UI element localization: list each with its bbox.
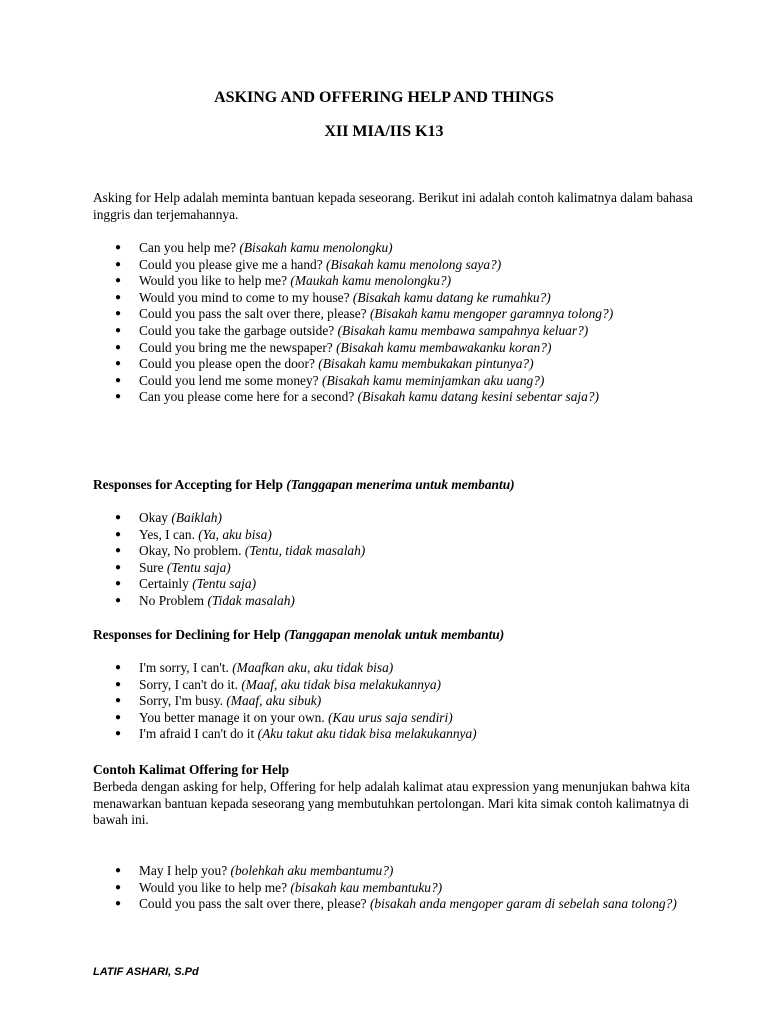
list-item <box>93 273 693 290</box>
bullet-icon: ● <box>115 358 122 370</box>
item-english: Could you take the garbage outside? <box>139 322 338 338</box>
item-english: I'm afraid I can't do it <box>139 726 258 742</box>
bullet-icon: ● <box>115 695 122 707</box>
bullet-icon: ● <box>115 528 122 540</box>
item-translation: (bolehkah aku membantumu?) <box>230 863 394 878</box>
bullet-icon: ● <box>115 561 122 573</box>
item-translation: (Bisakah kamu mengoper garamnya tolong?) <box>369 306 614 322</box>
bullet-icon: ● <box>115 258 122 270</box>
item-english: You better manage it on your own. <box>139 709 329 725</box>
item-translation: (Bisakah kamu datang ke rumahku?) <box>352 289 551 305</box>
list-item <box>93 389 693 406</box>
list-item <box>93 527 693 544</box>
list-item <box>93 373 693 390</box>
item-translation: (Tentu, tidak masalah) <box>244 543 366 559</box>
item-translation: (Bisakah kamu menolong saya?) <box>326 256 502 272</box>
bullet-icon: ● <box>115 578 122 590</box>
list-item <box>93 257 693 274</box>
bullet-icon: ● <box>115 308 122 320</box>
list-item <box>93 896 693 913</box>
item-translation: (Aku takut aku tidak bisa melakukannya) <box>257 726 477 742</box>
bullet-icon: ● <box>115 324 122 336</box>
item-translation: (Bisakah kamu datang kesini sebentar saja?) <box>357 389 599 405</box>
item-translation: (Kau urus saja sendiri) <box>328 709 453 725</box>
list-item <box>93 576 693 593</box>
item-translation: (Bisakah kamu membukakan pintunya?) <box>318 356 534 372</box>
list-item <box>93 560 693 577</box>
item-english: Sorry, I'm busy. <box>139 693 227 709</box>
bullet-icon: ● <box>115 594 122 606</box>
bullet-icon: ● <box>115 341 122 353</box>
asking-list <box>93 240 693 406</box>
intro-paragraph: Asking for Help adalah meminta bantuan kepada seseorang. Berikut ini adalah contoh kalimatnya dalam bahasa inggris dan terjemahannya. <box>93 190 693 222</box>
item-translation: (Bisakah kamu membawa sampahnya keluar?) <box>337 322 589 338</box>
item-translation: (Bisakah kamu membawakanku koran?) <box>336 339 552 355</box>
list-item <box>93 693 693 710</box>
list-item <box>93 726 693 743</box>
bullet-icon: ● <box>115 291 122 303</box>
item-translation: (bisakah anda mengoper garam di sebelah sana tolong?) <box>369 896 677 912</box>
item-english: Certainly <box>139 576 193 592</box>
list-item <box>93 593 693 610</box>
item-translation: (Bisakah kamu meminjamkan aku uang?) <box>321 372 545 388</box>
bullet-icon: ● <box>115 391 122 403</box>
item-english: May I help you? <box>139 863 231 878</box>
list-item <box>93 863 693 880</box>
item-english: Okay <box>139 510 172 525</box>
bullet-icon: ● <box>115 545 122 557</box>
item-translation: (Tentu saja) <box>166 559 231 575</box>
item-translation: (Maaf, aku tidak bisa melakukannya) <box>241 676 442 692</box>
item-translation: (bisakah kau membantuku?) <box>290 879 443 895</box>
list-item <box>93 323 693 340</box>
bullet-icon: ● <box>115 678 122 690</box>
footer-author: LATIF ASHARI, S.Pd <box>93 966 199 978</box>
item-english: Could you pass the salt over there, please? <box>139 896 370 912</box>
list-item <box>93 306 693 323</box>
accepting-list <box>93 510 693 610</box>
item-english: Would you mind to come to my house? <box>139 289 353 305</box>
bullet-icon: ● <box>115 711 122 723</box>
item-english: Could you pass the salt over there, please? <box>139 306 370 322</box>
declining-list <box>93 660 693 743</box>
document-subtitle: XII MIA/IIS K13 <box>324 123 444 140</box>
item-translation: (Maaf, aku sibuk) <box>226 693 322 709</box>
item-english: Can you please come here for a second? <box>139 389 358 405</box>
bullet-icon: ● <box>115 898 122 910</box>
bullet-icon: ● <box>115 512 122 523</box>
accepting-heading: Responses for Accepting for Help (Tanggapan menerima untuk membantu) <box>93 477 515 492</box>
item-english: I'm sorry, I can't. <box>139 660 233 675</box>
bullet-icon: ● <box>115 242 122 253</box>
item-english: Could you please give me a hand? <box>139 256 327 272</box>
document-title: ASKING AND OFFERING HELP AND THINGS <box>214 89 554 106</box>
item-translation: (Baiklah) <box>171 510 222 525</box>
bullet-icon: ● <box>115 728 122 740</box>
bullet-icon: ● <box>115 275 122 287</box>
item-english: Could you please open the door? <box>139 356 319 372</box>
item-translation: (Tidak masalah) <box>207 592 295 608</box>
bullet-icon: ● <box>115 865 122 876</box>
list-item <box>93 356 693 373</box>
list-item <box>93 290 693 307</box>
list-item <box>93 677 693 694</box>
item-english: Okay, No problem. <box>139 543 245 559</box>
item-english: Would you like to help me? <box>139 879 291 895</box>
list-item <box>93 543 693 560</box>
item-english: Could you bring me the newspaper? <box>139 339 337 355</box>
item-translation: (Maukah kamu menolongku?) <box>290 273 452 289</box>
item-english: Would you like to help me? <box>139 273 291 289</box>
list-item <box>93 710 693 727</box>
item-translation: (Ya, aku bisa) <box>198 526 272 542</box>
item-translation: (Tentu saja) <box>192 576 257 592</box>
item-english: Can you help me? <box>139 240 240 255</box>
item-english: Could you lend me some money? <box>139 372 322 388</box>
item-english: Yes, I can. <box>139 526 199 542</box>
declining-heading: Responses for Declining for Help (Tanggapan menolak untuk membantu) <box>93 627 505 642</box>
item-translation: (Bisakah kamu menolongku) <box>239 240 393 255</box>
item-english: Sure <box>139 559 167 575</box>
item-english: No Problem <box>139 592 208 608</box>
list-item <box>93 240 693 257</box>
list-item <box>93 880 693 897</box>
bullet-icon: ● <box>115 374 122 386</box>
offering-intro-paragraph: Berbeda dengan asking for help, Offering for help adalah kalimat atau expression yang menunjukan bahwa kita menawarkan bantuan kepada seseorang yang membutuhkan pertolongan. Mari kita simak contoh kalimatnya di bawah ini. <box>93 779 690 828</box>
list-item <box>93 510 693 527</box>
item-english: Sorry, I can't do it. <box>139 676 242 692</box>
bullet-icon: ● <box>115 881 122 893</box>
list-item <box>93 660 693 677</box>
bullet-icon: ● <box>115 662 122 673</box>
list-item <box>93 340 693 357</box>
offering-heading: Contoh Kalimat Offering for Help <box>93 762 290 777</box>
offering-list <box>93 863 693 913</box>
item-translation: (Maafkan aku, aku tidak bisa) <box>232 660 394 675</box>
